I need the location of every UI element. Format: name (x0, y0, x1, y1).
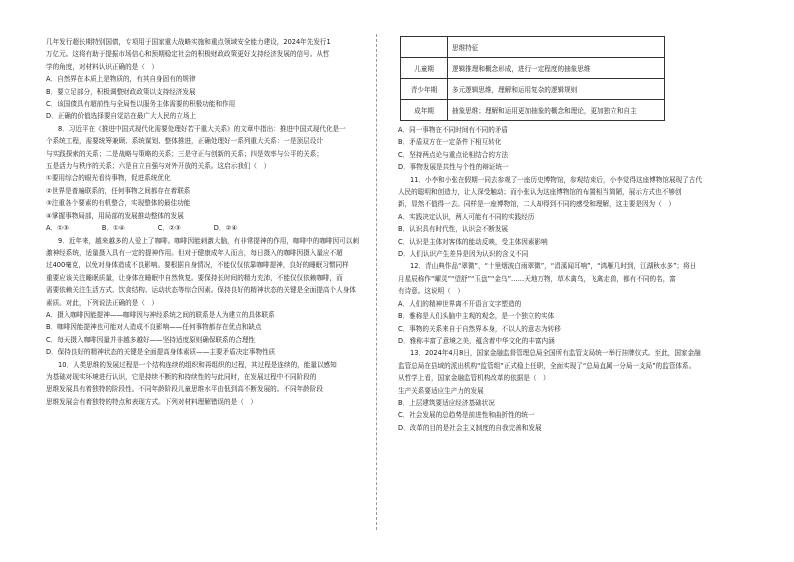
table-feature-cell: 抽象思维；理解和运用更加抽象的概念和理论，更加独立和自主 (448, 100, 665, 121)
option-line: B．咖啡因能提神也可能对人造成不良影响——任何事物都存在优点和缺点 (46, 323, 262, 332)
question-10-stem: 10．人类思维的发展过程是一个结构连续的组织和再组织的过程，其过程是连续的，能量以感知 (58, 360, 337, 369)
table-row (401, 58, 665, 79)
option-line: B．矛盾双方在一定条件下相互转化 (398, 138, 502, 147)
thinking-table (400, 36, 665, 121)
table-stage-cell: 成年期 (401, 100, 448, 121)
option-line: C．每天摄入咖啡因量并非越多越好——坚持适度原则确保联系的合理性 (46, 335, 256, 344)
option-line: B．要立足部分，积极调整财政政策以支持经济发展 (46, 87, 196, 96)
option-line: A．实践决定认识，两人可能有不同的实践经历 (398, 212, 535, 221)
question-11-stem: 11．小李和小张在假期一同去参观了一座历史博物馆，参观结束后，小李觉得这座博物馆展现了古代 (410, 175, 702, 184)
statement-line: ③注重各个要素的有机整合，实现整体的最佳功能 (46, 199, 191, 208)
option-line: B．雅称是人们头脑中主观的观念，是一个独立的实体 (398, 312, 555, 321)
option-line: A．人们的精神世界离不开语言文字塑造的 (398, 299, 522, 308)
text-line: 学的角度，对材料认识正确的是（ ） (46, 62, 159, 71)
text-line: 为基础对现实环境进行认识，它是持续不断的和持续性的与此同时，在发展过程中不同阶段的 (46, 372, 317, 381)
statement-line: ④掌握事物局部，用局部的发展推动整体的发展 (46, 211, 184, 220)
question-13-stem: 13．2024年4月8日，国家金融监督管理总局全国所有监管支局统一举行挂牌仪式。至此，国家金融 (410, 349, 701, 358)
text-line: 激神经系统，适量摄入具有一定的提神作用。但对于健康成年人而言，每日摄入的咖啡因摄入量应不超 (46, 248, 343, 257)
option-line: A．自然界在本质上是物质的，有其自身固有的规律 (46, 75, 196, 84)
right-column (398, 124, 734, 434)
option-line: D．正确的价值选择要自觉站在最广大人民的立场上 (46, 112, 197, 121)
text-line: 有诗意。这说明（ ） (398, 287, 464, 296)
option-line: 生产关系要适应生产力的发展 (398, 386, 484, 395)
table-header-cell: 思维特征 (448, 37, 665, 58)
text-line: 思维发展会有着独特的特点和表现方式。下列对材料理解错误的是（ ） (46, 397, 257, 406)
table-corner-cell (401, 37, 448, 58)
statement-line: ②世界是普遍联系的，任何事物之间都存在着联系 (46, 186, 191, 195)
option-line: A．①③ B．①④ C．②③ D．②④ (46, 224, 238, 233)
text-line: 个系统工程，需要统筹兼顾、系统谋划、整体推进，正确处理好一系列重大关系：一是顶层设计 (46, 137, 323, 146)
option-line: B．认识具有时代性，认识会不断发展 (398, 225, 509, 234)
question-12-stem: 12．青山典作品“翠微”，“十里烟波白雨翠微”，“涓溪闻耳响”，“鸿雁几时到，江湖秋水多”；将日 (410, 262, 697, 271)
table-header-row (401, 37, 665, 58)
option-line: C．事物的关系来自于自然界本身，不以人的意志为转移 (398, 324, 561, 333)
text-line: 从哲学上看，国家金融监管机构改革的依据是（ ） (398, 374, 550, 383)
text-line: 人民的聪明和创造力，让人深受触动；而小张认为这座博物馆的布置相当简陋，展示方式也不够创 (398, 188, 682, 197)
question-8-stem: 8．习近平在《推进中国式现代化需要处理好若干重大关系》的文章中指出：推进中国式现代化是一 (58, 124, 346, 133)
statement-line: ①要用综合的眼光看待事物，促进系统优化 (46, 174, 171, 183)
text-line: 月星辰称作“曜灵”“望舒”“玉盘”“金乌”……天地万物，草木禽鸟，飞禽走兽，都有不同的名，富 (398, 274, 676, 283)
left-column (46, 36, 368, 408)
option-line: C．该国债具有超前性与全局性以服务主体需要的积极功能和作用 (46, 100, 236, 109)
text-line: 与实践探索的关系；二是战略与策略的关系；三是守正与创新的关系；四是效率与公平的关系； (46, 149, 323, 158)
text-line: 需要依赖关注生活方式、饮食结构、运动状态等综合因素。保持良好的精神状态的关键是全面提高个人身体 (46, 286, 356, 295)
table-row (401, 79, 665, 100)
text-line: 五是活力与秩序的关系；六是自立自强与对外开放的关系。这启示我们（ ） (46, 162, 271, 171)
option-line: D．人们认识产生差异是因为认识的含义不同 (398, 250, 529, 259)
text-line: 万亿元。这将有助于提振市场信心和预期稳定社会的积极财政政策更好支持经济发展的信号。从哲 (46, 50, 330, 59)
option-line: C．坚持两点论与重点论相结合的方法 (398, 150, 509, 159)
option-line: D．保持良好的精神状态的关键是全面提高身体素质——主要矛盾决定事物性质 (46, 348, 276, 357)
question-9-stem: 9．近年来，越来越多的人爱上了咖啡。咖啡因能刺激大脑，有非常提神的作用，咖啡中的咖啡因可以刺 (58, 236, 359, 245)
text-line: 新，显然不值得一去。同样是一座博物馆，二人却得到不同的感受和理解，这主要是因为（ ） (398, 200, 675, 209)
option-line: D．改革的目的是社会主义制度的自我完善和发展 (398, 423, 542, 432)
table-feature-cell: 多元逻辑思维，理解和运用复杂的逻辑规则 (448, 79, 665, 100)
text-line: 监管总局在县域的派出机构“监管组”正式稳上任职，全面实现了“总局直属一分局一支局”的监管体系。 (398, 361, 696, 370)
table-stage-cell: 青少年期 (401, 79, 448, 100)
text-line: 思维发展具有着独特的阶段性。不同年龄阶段儿童思维水平由低到高不断发展的。不同年龄阶段 (46, 385, 323, 394)
option-line: C．认识是主体对客体的能动反映，受主体因素影响 (398, 237, 548, 246)
column-divider (376, 34, 377, 530)
table-row (401, 100, 665, 121)
option-line: C．社会发展的总趋势是前进性和曲折性的统一 (398, 411, 535, 420)
text-line: 素质。对此，下列说法正确的是（ ） (46, 298, 159, 307)
option-line: A．摄入咖啡因能提神——咖啡因与神经系统之间的联系是人为建立的具体联系 (46, 310, 275, 319)
text-line: 过400毫克，以免对身体造成不良影响。要根据自身情况，不能仅仅依靠咖啡提神，良好的睡眠习惯同样 (46, 261, 349, 270)
table-feature-cell: 逻辑推理和概念形成，进行一定程度的抽象思维 (448, 58, 665, 79)
text-line: 几年发行超长期特别国债，专项用于国家重大战略实施和重点领域安全能力建设，2024年先发行1 (46, 38, 331, 46)
option-line: D．雅称丰富了意境之美，蕴含着中华文化的丰富内涵 (398, 336, 555, 345)
text-line: 重要应该关注睡眠质量，让身体在睡眠中自然恢复。要保持长时间的精力充沛，不能仅仅依赖咖啡，而 (46, 273, 343, 282)
table-stage-cell: 儿童期 (401, 58, 448, 79)
option-line: D．事物发展是共性与个性的辩证统一 (398, 163, 509, 172)
option-line: A．同一事物在不同时间有不同的矛盾 (398, 126, 509, 134)
option-line: B．上层建筑要适应经济基础状况 (398, 398, 495, 407)
